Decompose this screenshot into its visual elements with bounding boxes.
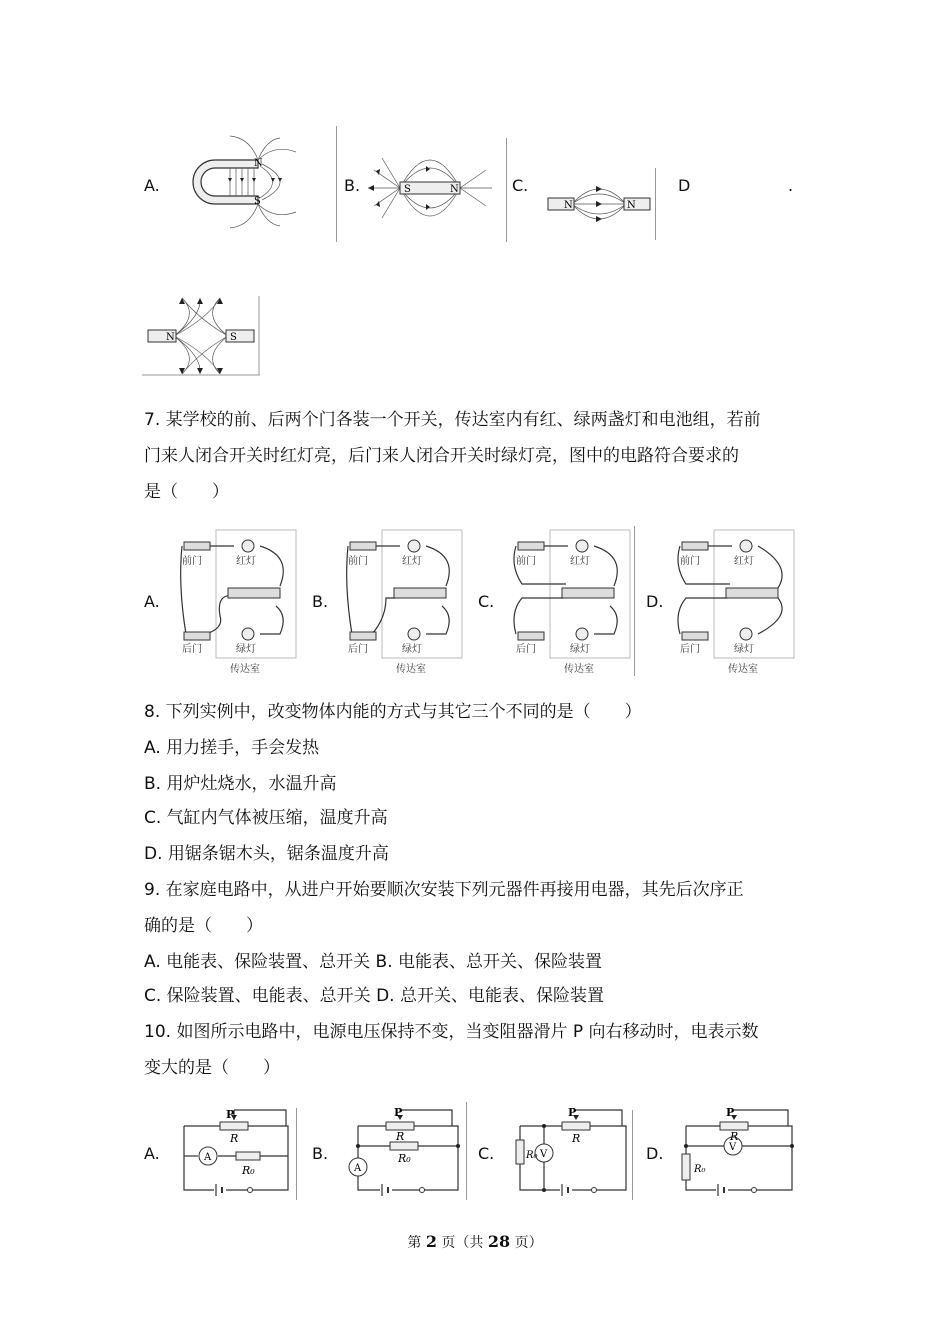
divider	[632, 1110, 633, 1200]
room-label: 传达室	[564, 664, 594, 675]
front-door-label: 前门	[348, 556, 368, 567]
magnet-pole-label: N	[450, 184, 459, 195]
q10-circuit-b	[344, 1104, 460, 1200]
q6-option-d-label: D	[678, 176, 691, 195]
divider	[506, 138, 507, 242]
front-door-label: 前门	[516, 556, 536, 567]
rheostat-r-label: R	[230, 1132, 239, 1145]
q10-stem-line-1: 10. 如图所示电路中，电源电压保持不变，当变阻器滑片 P 向右移动时，电表示数	[144, 1022, 759, 1042]
magnet-pole-label: N	[254, 158, 263, 169]
footer-middle: 页（共	[436, 1235, 488, 1251]
magnet-pole-label: S	[254, 196, 261, 207]
rheostat-r-label: R	[730, 1130, 739, 1143]
q10-circuit-c	[514, 1104, 630, 1200]
back-door-label: 后门	[348, 644, 368, 655]
room-label: 传达室	[728, 664, 758, 675]
q10-circuit-d	[680, 1104, 796, 1200]
red-lamp-label: 红灯	[402, 556, 422, 567]
footer-prefix: 第	[407, 1235, 426, 1251]
magnet-pole-label: N	[564, 200, 573, 211]
divider	[655, 168, 656, 240]
q7-stem-line-3: 是（ ）	[144, 482, 229, 502]
green-lamp-label: 绿灯	[570, 644, 590, 655]
page-total: 28	[487, 1232, 511, 1251]
room-label: 传达室	[230, 664, 260, 675]
q8-option-d: D. 用锯条锯木头，锯条温度升高	[144, 844, 389, 864]
magnet-pole-label: N	[627, 200, 636, 211]
front-door-label: 前门	[182, 556, 202, 567]
q8-option-c: C. 气缸内气体被压缩，温度升高	[144, 808, 388, 828]
q9-options-cd: C. 保险装置、电能表、总开关 D. 总开关、电能表、保险装置	[144, 986, 604, 1006]
back-door-label: 后门	[182, 644, 202, 655]
q10-option-c-label: C.	[478, 1144, 495, 1163]
voltmeter-label: V	[729, 1142, 737, 1153]
q9-stem-line-1: 9. 在家庭电路中，从进户开始要顺次安装下列元器件再接用电器，其先后次序正	[144, 880, 744, 900]
red-lamp-label: 红灯	[570, 556, 590, 567]
divider	[466, 1102, 467, 1200]
slider-p-label: P	[394, 1106, 403, 1119]
resistor-r0-label: R₀	[694, 1164, 706, 1175]
q7-option-d-label: D.	[646, 592, 664, 611]
divider	[634, 526, 635, 676]
green-lamp-label: 绿灯	[402, 644, 422, 655]
q7-stem-line-2: 门来人闭合开关时红灯亮，后门来人闭合开关时绿灯亮，图中的电路符合要求的	[144, 446, 739, 466]
slider-p-label: P	[568, 1106, 577, 1119]
q6-option-b-label: B.	[344, 176, 361, 195]
q6-figure-d-two-magnets	[142, 296, 260, 376]
q10-circuit-a	[178, 1104, 294, 1200]
q10-option-d-label: D.	[646, 1144, 664, 1163]
q7-circuit-b	[342, 526, 466, 676]
divider	[336, 126, 337, 242]
q6-trailing-dot: .	[788, 176, 794, 195]
q7-circuit-a	[176, 526, 300, 676]
q9-stem-line-2: 确的是（ ）	[144, 916, 263, 936]
resistor-r0-label: R₀	[242, 1164, 255, 1177]
rheostat-r-label: R	[396, 1130, 405, 1143]
green-lamp-label: 绿灯	[734, 644, 754, 655]
ammeter-label: A	[204, 1152, 212, 1163]
resistor-r0-label: R₀	[398, 1152, 411, 1165]
q10-option-b-label: B.	[312, 1144, 329, 1163]
q9-options-ab: A. 电能表、保险装置、总开关 B. 电能表、总开关、保险装置	[144, 952, 603, 972]
red-lamp-label: 红灯	[734, 556, 754, 567]
voltmeter-label: V	[540, 1149, 548, 1160]
q7-circuit-c	[510, 526, 634, 676]
slider-p-label: P	[226, 1108, 235, 1121]
q7-option-b-label: B.	[312, 592, 329, 611]
red-lamp-label: 红灯	[236, 556, 256, 567]
q7-option-c-label: C.	[478, 592, 495, 611]
room-label: 传达室	[396, 664, 426, 675]
q8-option-a: A. 用力搓手，手会发热	[144, 738, 320, 758]
q6-figure-c-two-magnets	[546, 168, 652, 240]
q6-figure-b-bar-magnet	[364, 140, 496, 236]
back-door-label: 后门	[516, 644, 536, 655]
page-footer	[0, 1232, 950, 1252]
magnet-pole-label: N	[166, 332, 175, 343]
divider	[296, 1108, 297, 1200]
front-door-label: 前门	[680, 556, 700, 567]
resistor-r0-label: R₀	[526, 1150, 538, 1161]
q7-stem-line-1: 7. 某学校的前、后两个门各装一个开关，传达室内有红、绿两盏灯和电池组，若前	[144, 410, 761, 430]
q6-option-a-label: A.	[144, 176, 160, 195]
magnet-pole-label: S	[404, 184, 411, 195]
footer-suffix: 页）	[510, 1235, 543, 1251]
green-lamp-label: 绿灯	[236, 644, 256, 655]
q10-option-a-label: A.	[144, 1144, 160, 1163]
slider-p-label: P	[726, 1106, 735, 1119]
q6-figure-a-horseshoe-magnet	[170, 132, 310, 232]
q8-option-b: B. 用炉灶烧水，水温升高	[144, 774, 337, 794]
q6-option-c-label: C.	[512, 176, 529, 195]
q8-stem: 8. 下列实例中，改变物体内能的方式与其它三个不同的是（ ）	[144, 702, 642, 722]
page-number: 2	[425, 1232, 437, 1251]
q7-option-a-label: A.	[144, 592, 160, 611]
q10-stem-line-2: 变大的是（ ）	[144, 1058, 280, 1078]
magnet-pole-label: S	[230, 332, 237, 343]
ammeter-label: A	[354, 1163, 362, 1174]
rheostat-r-label: R	[572, 1132, 581, 1145]
q7-circuit-d	[674, 526, 798, 676]
back-door-label: 后门	[680, 644, 700, 655]
